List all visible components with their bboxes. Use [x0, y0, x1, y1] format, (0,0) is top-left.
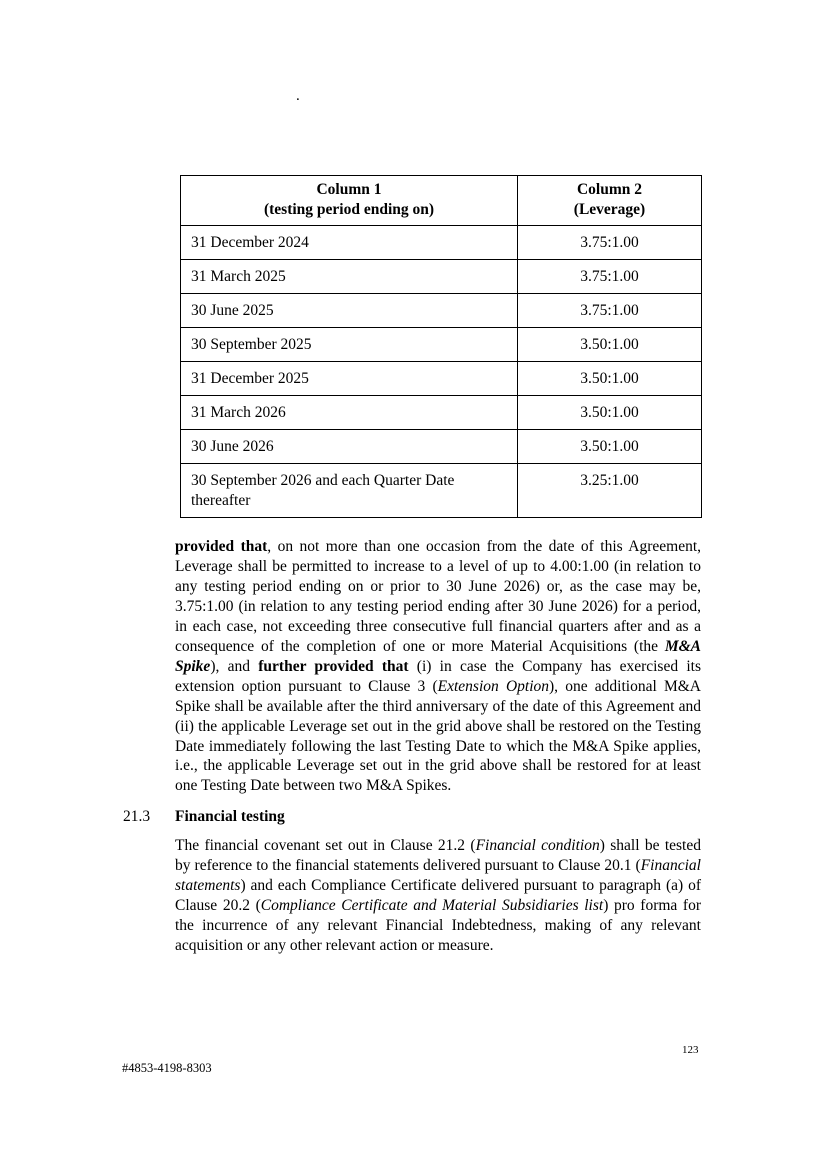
testing-period-cell: 30 September 2026 and each Quarter Date thereafter [181, 464, 518, 518]
leverage-grid-table [180, 175, 702, 518]
table-row [181, 294, 702, 328]
testing-period-cell: 30 September 2025 [181, 328, 518, 362]
testing-period-cell: 31 December 2025 [181, 362, 518, 396]
leverage-table-body [181, 226, 702, 518]
document-id-footer: #4853-4198-8303 [122, 1061, 212, 1075]
table-row [181, 430, 702, 464]
leverage-cell: 3.50:1.00 [518, 396, 702, 430]
section-title: Financial testing [175, 808, 285, 825]
leverage-cell: 3.50:1.00 [518, 328, 702, 362]
section-number: 21.3 [123, 808, 151, 825]
column1-header-subtitle: (testing period ending on) [263, 201, 435, 218]
proviso-paragraph: provided that, on not more than one occasion from the date of this Agreement, Leverage shall be permitted to increase to a level of up to 4.00:1.00 (in relation to any testing period ending on or prior to 30 June 2026) or, as the case may be, 3.75:1.00 (in relation to any testing period ending after 30 June 2026) for a period, in each case, not exceeding three consecutive full financial quarters after and as a consequence of the completion of one or more Material Acquisitions (the M&A Spike), and further provided that (i) in case the Company has exercised its extension option pursuant to Clause 3 (Extension Option), one additional M&A Spike shall be available after the third anniversary of the date of this Agreement and (ii) the applicable Leverage set out in the grid above shall be restored on the Testing Date immediately following the last Testing Date to which the M&A Spike applies, i.e., the applicable Leverage set out in the grid above shall be restored for at least one Testing Date between two M&A Spikes. [175, 538, 702, 795]
page-number: 123 [682, 1044, 699, 1056]
testing-period-cell: 31 December 2024 [181, 226, 518, 260]
testing-period-cell: 31 March 2026 [181, 396, 518, 430]
leverage-cell: 3.75:1.00 [518, 260, 702, 294]
table-row [181, 226, 702, 260]
leverage-cell: 3.75:1.00 [518, 294, 702, 328]
leverage-cell: 3.50:1.00 [518, 362, 702, 396]
table-row [181, 464, 702, 518]
column1-header-cell [181, 176, 518, 226]
column1-header-title: Column 1 [316, 181, 382, 198]
column2-header-cell [518, 176, 702, 226]
testing-period-cell: 30 June 2025 [181, 294, 518, 328]
table-row [181, 260, 702, 294]
table-row [181, 396, 702, 430]
testing-period-cell: 31 March 2025 [181, 260, 518, 294]
leverage-cell: 3.50:1.00 [518, 430, 702, 464]
testing-period-cell: 30 June 2026 [181, 430, 518, 464]
table-row [181, 328, 702, 362]
stray-mark: . [296, 88, 300, 104]
column2-header-title: Column 2 [576, 181, 643, 198]
section-21-3-heading [123, 807, 285, 827]
column2-header-subtitle: (Leverage) [573, 201, 646, 218]
table-row [181, 362, 702, 396]
leverage-cell: 3.75:1.00 [518, 226, 702, 260]
table-header-row [181, 176, 702, 226]
financial-testing-paragraph: The financial covenant set out in Clause 21.2 (Financial condition) shall be tested by reference to the financial statements delivered pursuant to Clause 20.1 (Financial statements) and each Compliance Certificate delivered pursuant to paragraph (a) of Clause 20.2 (Compliance Certificate and Material Subsidiaries list) pro forma for the incurrence of any relevant Financial Indebtedness, making of any relevant acquisition or any other relevant action or measure. [175, 837, 702, 954]
leverage-cell: 3.25:1.00 [518, 464, 702, 518]
